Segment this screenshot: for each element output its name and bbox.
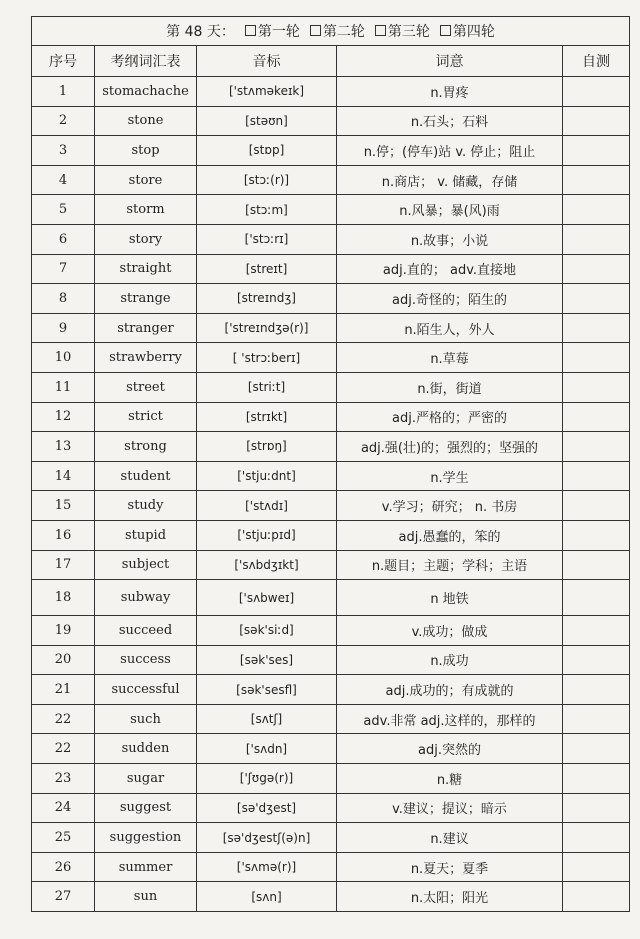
row-number: 19 (32, 616, 95, 646)
row-self-test-cell[interactable] (563, 224, 630, 254)
row-number: 15 (32, 491, 95, 521)
table-row (32, 520, 630, 550)
row-number: 13 (32, 432, 95, 462)
row-self-test-cell[interactable] (563, 823, 630, 853)
row-self-test-cell[interactable] (563, 77, 630, 107)
row-number: 4 (32, 165, 95, 195)
table-row (32, 550, 630, 580)
row-self-test-cell[interactable] (563, 106, 630, 136)
row-phonetic: [sə'dʒestʃ(ə)n] (197, 823, 337, 853)
row-number: 1 (32, 77, 95, 107)
row-meaning: n.建议 (337, 823, 563, 853)
row-meaning: adj.突然的 (337, 734, 563, 764)
row-self-test-cell[interactable] (563, 550, 630, 580)
table-row (32, 165, 630, 195)
row-phonetic: [stɔːm] (197, 195, 337, 225)
row-phonetic: ['ʃʊgə(r)] (197, 764, 337, 794)
table-row (32, 491, 630, 521)
row-meaning: adj.愚蠢的，笨的 (337, 520, 563, 550)
row-number: 18 (32, 580, 95, 616)
row-word: such (95, 704, 197, 734)
table-row (32, 224, 630, 254)
table-row (32, 77, 630, 107)
row-meaning: n.石头；石料 (337, 106, 563, 136)
row-number: 12 (32, 402, 95, 432)
row-phonetic: [sək'ses] (197, 645, 337, 675)
table-row (32, 580, 630, 616)
row-self-test-cell[interactable] (563, 764, 630, 794)
column-header-phonetic: 音标 (197, 46, 337, 77)
row-number: 25 (32, 823, 95, 853)
row-self-test-cell[interactable] (563, 882, 630, 912)
row-phonetic: ['sʌdn] (197, 734, 337, 764)
row-word: strange (95, 284, 197, 314)
row-self-test-cell[interactable] (563, 491, 630, 521)
row-phonetic: ['stjuːpɪd] (197, 520, 337, 550)
row-number: 9 (32, 313, 95, 343)
table-row (32, 313, 630, 343)
row-number: 6 (32, 224, 95, 254)
column-header-meaning: 词意 (337, 46, 563, 77)
row-meaning: adj.奇怪的；陌生的 (337, 284, 563, 314)
row-phonetic: [strɒŋ] (197, 432, 337, 462)
row-word: story (95, 224, 197, 254)
table-row (32, 432, 630, 462)
row-phonetic: [stɔː(r)] (197, 165, 337, 195)
row-meaning: n.胃疼 (337, 77, 563, 107)
row-self-test-cell[interactable] (563, 402, 630, 432)
row-self-test-cell[interactable] (563, 136, 630, 166)
row-number: 16 (32, 520, 95, 550)
row-meaning: adj.强(壮)的；强烈的；坚强的 (337, 432, 563, 462)
row-word: stupid (95, 520, 197, 550)
row-number: 20 (32, 645, 95, 675)
row-word: street (95, 372, 197, 402)
row-number: 22 (32, 734, 95, 764)
row-number: 8 (32, 284, 95, 314)
row-number: 26 (32, 852, 95, 882)
row-number: 2 (32, 106, 95, 136)
round-1-label: 第一轮 (257, 24, 300, 40)
table-row (32, 284, 630, 314)
table-row (32, 704, 630, 734)
table-body (32, 77, 630, 912)
row-word: strong (95, 432, 197, 462)
row-self-test-cell[interactable] (563, 616, 630, 646)
row-self-test-cell[interactable] (563, 284, 630, 314)
row-meaning: adj.严格的；严密的 (337, 402, 563, 432)
row-phonetic: ['stʌdɪ] (197, 491, 337, 521)
row-phonetic: [streɪt] (197, 254, 337, 284)
row-phonetic: ['stɔːrɪ] (197, 224, 337, 254)
row-word: stranger (95, 313, 197, 343)
row-word: sun (95, 882, 197, 912)
row-word: study (95, 491, 197, 521)
table-row (32, 823, 630, 853)
round-2-label: 第二轮 (322, 24, 365, 40)
row-word: sugar (95, 764, 197, 794)
row-meaning: n.题目；主题；学科；主语 (337, 550, 563, 580)
row-meaning: v.建议；提议；暗示 (337, 793, 563, 823)
row-word: student (95, 461, 197, 491)
row-phonetic: ['sʌbweɪ] (197, 580, 337, 616)
row-meaning: n.风暴；暴(风)雨 (337, 195, 563, 225)
row-self-test-cell[interactable] (563, 675, 630, 705)
row-phonetic: [stəʊn] (197, 106, 337, 136)
day-header (32, 17, 630, 46)
row-meaning: adv.非常 adj.这样的，那样的 (337, 704, 563, 734)
row-phonetic: ['stjuːdnt] (197, 461, 337, 491)
row-phonetic: [sək'siːd] (197, 616, 337, 646)
column-header-row (32, 46, 630, 77)
row-word: storm (95, 195, 197, 225)
checkbox-round-2[interactable] (310, 25, 321, 36)
vocabulary-table (31, 16, 630, 912)
row-self-test-cell[interactable] (563, 734, 630, 764)
row-meaning: n.故事；小说 (337, 224, 563, 254)
row-word: stomachache (95, 77, 197, 107)
row-number: 11 (32, 372, 95, 402)
row-self-test-cell[interactable] (563, 195, 630, 225)
row-phonetic: [stɒp] (197, 136, 337, 166)
row-number: 17 (32, 550, 95, 580)
row-phonetic: ['sʌmə(r)] (197, 852, 337, 882)
table-row (32, 645, 630, 675)
round-4-label: 第四轮 (452, 24, 495, 40)
row-meaning: n.停；(停车)站 v. 停止；阻止 (337, 136, 563, 166)
checkbox-round-3[interactable] (375, 25, 386, 36)
row-self-test-cell[interactable] (563, 165, 630, 195)
row-meaning: n.草莓 (337, 343, 563, 373)
table-row (32, 793, 630, 823)
row-word: success (95, 645, 197, 675)
row-self-test-cell[interactable] (563, 793, 630, 823)
row-word: succeed (95, 616, 197, 646)
row-number: 10 (32, 343, 95, 373)
row-self-test-cell[interactable] (563, 852, 630, 882)
row-meaning: n.夏天；夏季 (337, 852, 563, 882)
row-self-test-cell[interactable] (563, 704, 630, 734)
row-self-test-cell[interactable] (563, 432, 630, 462)
row-word: suggestion (95, 823, 197, 853)
vocabulary-sheet (31, 16, 629, 912)
row-number: 5 (32, 195, 95, 225)
row-meaning: n.商店； v. 储藏，存储 (337, 165, 563, 195)
row-phonetic: [striːt] (197, 372, 337, 402)
row-number: 21 (32, 675, 95, 705)
row-word: successful (95, 675, 197, 705)
row-word: sudden (95, 734, 197, 764)
row-meaning: n.糖 (337, 764, 563, 794)
table-row (32, 195, 630, 225)
row-self-test-cell[interactable] (563, 254, 630, 284)
checkbox-round-1[interactable] (245, 25, 256, 36)
table-row (32, 852, 630, 882)
row-number: 23 (32, 764, 95, 794)
row-phonetic: [sək'sesfl] (197, 675, 337, 705)
row-phonetic: [sʌn] (197, 882, 337, 912)
row-meaning: n 地铁 (337, 580, 563, 616)
row-number: 22 (32, 704, 95, 734)
row-word: summer (95, 852, 197, 882)
row-phonetic: [streɪndʒ] (197, 284, 337, 314)
table-row (32, 343, 630, 373)
row-word: strawberry (95, 343, 197, 373)
row-phonetic: ['stʌməkeɪk] (197, 77, 337, 107)
row-word: strict (95, 402, 197, 432)
row-number: 3 (32, 136, 95, 166)
table-row (32, 136, 630, 166)
row-phonetic: [sə'dʒest] (197, 793, 337, 823)
row-meaning: n.成功 (337, 645, 563, 675)
checkbox-round-4[interactable] (440, 25, 451, 36)
row-phonetic: ['streɪndʒə(r)] (197, 313, 337, 343)
table-row (32, 254, 630, 284)
title-row (32, 17, 630, 46)
row-number: 14 (32, 461, 95, 491)
column-header-number: 序号 (32, 46, 95, 77)
row-number: 24 (32, 793, 95, 823)
row-number: 7 (32, 254, 95, 284)
row-meaning: n.太阳；阳光 (337, 882, 563, 912)
row-phonetic: ['sʌbdʒɪkt] (197, 550, 337, 580)
row-self-test-cell[interactable] (563, 645, 630, 675)
row-word: subway (95, 580, 197, 616)
row-self-test-cell[interactable] (563, 520, 630, 550)
row-word: store (95, 165, 197, 195)
row-meaning: v.成功；做成 (337, 616, 563, 646)
table-row (32, 106, 630, 136)
row-number: 27 (32, 882, 95, 912)
row-meaning: n.学生 (337, 461, 563, 491)
row-phonetic: [strɪkt] (197, 402, 337, 432)
table-row (32, 372, 630, 402)
table-row (32, 734, 630, 764)
row-phonetic: [sʌtʃ] (197, 704, 337, 734)
round-3-label: 第三轮 (387, 24, 430, 40)
row-self-test-cell[interactable] (563, 580, 630, 616)
row-word: suggest (95, 793, 197, 823)
row-self-test-cell[interactable] (563, 372, 630, 402)
row-meaning: v.学习；研究； n. 书房 (337, 491, 563, 521)
row-self-test-cell[interactable] (563, 461, 630, 491)
row-word: straight (95, 254, 197, 284)
row-meaning: n.陌生人，外人 (337, 313, 563, 343)
table-row (32, 402, 630, 432)
table-row (32, 764, 630, 794)
row-meaning: n.街，街道 (337, 372, 563, 402)
row-word: stop (95, 136, 197, 166)
row-meaning: adj.直的； adv.直接地 (337, 254, 563, 284)
row-meaning: adj.成功的；有成就的 (337, 675, 563, 705)
row-self-test-cell[interactable] (563, 313, 630, 343)
column-header-word: 考纲词汇表 (95, 46, 197, 77)
row-self-test-cell[interactable] (563, 343, 630, 373)
table-row (32, 461, 630, 491)
column-header-self-test: 自测 (563, 46, 630, 77)
day-label: 第 48 天： (166, 24, 235, 40)
row-phonetic: [ 'strɔːberɪ] (197, 343, 337, 373)
table-row (32, 675, 630, 705)
table-row (32, 882, 630, 912)
row-word: subject (95, 550, 197, 580)
table-row (32, 616, 630, 646)
row-word: stone (95, 106, 197, 136)
